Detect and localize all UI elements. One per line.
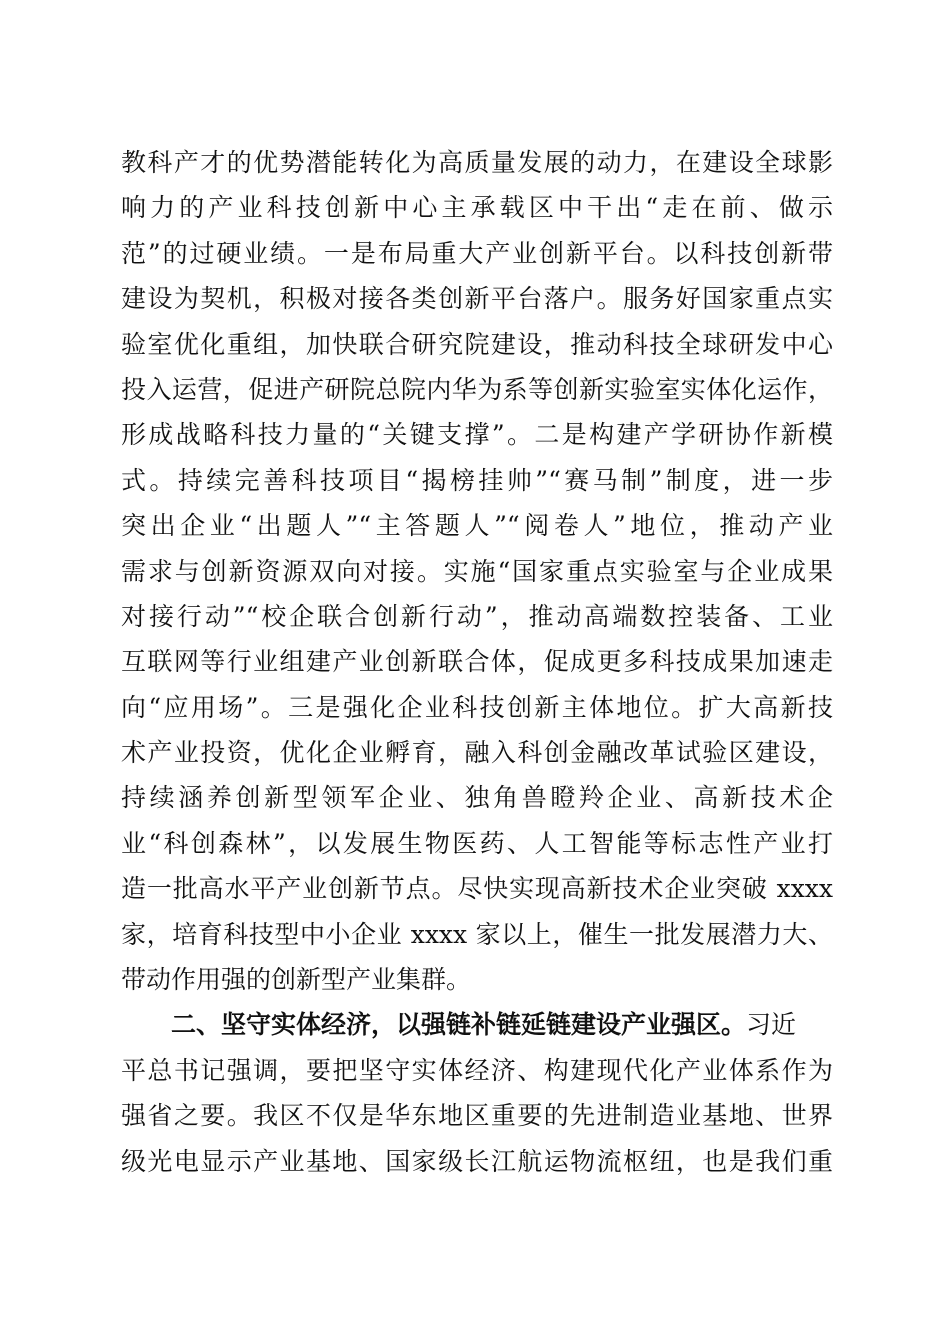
paragraph-line-16: 业“科创森林”，以发展生物医药、人工智能等标志性产业打	[121, 828, 833, 858]
paragraph-line-9: 突出企业“出题人”“主答题人”“阅卷人”地位，推动产业	[121, 511, 833, 541]
paragraph-line-6: 投入运营，促进产研院总院内华为系等创新实验室实体化运作，	[121, 374, 833, 404]
paragraph-line-19: 带动作用强的创新型产业集群。	[121, 965, 472, 995]
paragraph-line-11: 对接行动”“校企联合创新行动”，推动高端数控装备、工业	[121, 601, 833, 631]
paragraph-line-8: 式。持续完善科技项目“揭榜挂帅”“赛马制”制度，进一步	[121, 465, 833, 495]
paragraph-line-13: 向“应用场”。三是强化企业科技创新主体地位。扩大高新技	[121, 692, 833, 722]
paragraph-line-12: 互联网等行业组建产业创新联合体，促成更多科技成果加速走	[121, 647, 833, 677]
paragraph-line-14: 术产业投资，优化企业孵育，融入科创金融改革试验区建设，	[121, 738, 833, 768]
section-two-line-3: 强省之要。我区不仅是华东地区重要的先进制造业基地、世界	[121, 1101, 833, 1131]
paragraph-line-15: 持续涵养创新型领军企业、独角兽瞪羚企业、高新技术企	[121, 783, 833, 813]
paragraph-line-10: 需求与创新资源双向对接。实施“国家重点实验室与企业成果	[121, 556, 833, 586]
paragraph-line-5: 验室优化重组，加快联合研究院建设，推动科技全球研发中心	[121, 329, 833, 359]
section-two-first-line	[121, 1002, 833, 1047]
paragraph-line-4: 建设为契机，积极对接各类创新平台落户。服务好国家重点实	[121, 284, 833, 314]
section-two-first-line-rest: 习近	[746, 1010, 797, 1040]
paragraph-line-7: 形成战略科技力量的“关键支撑”。二是构建产学研协作新模	[121, 420, 833, 450]
paragraph-line-18: 家，培育科技型中小企业 xxxx 家以上，催生一批发展潜力大、	[121, 919, 833, 949]
paragraph-line-17: 造一批高水平产业创新节点。尽快实现高新技术企业突破 xxxx	[121, 874, 833, 904]
paragraph-line-3: 范”的过硬业绩。一是布局重大产业创新平台。以科技创新带	[121, 238, 833, 268]
document-body	[121, 140, 833, 1184]
section-two-line-2: 平总书记强调，要把坚守实体经济、构建现代化产业体系作为	[121, 1055, 833, 1085]
section-two-line-4: 级光电显示产业基地、国家级长江航运物流枢纽，也是我们重	[121, 1146, 833, 1176]
paragraph-line-2: 响力的产业科技创新中心主承载区中干出“走在前、做示	[121, 193, 833, 223]
section-heading: 二、坚守实体经济，以强链补链延链建设产业强区。	[171, 1010, 747, 1040]
paragraph-line-1: 教科产才的优势潜能转化为高质量发展的动力，在建设全球影	[121, 148, 833, 177]
